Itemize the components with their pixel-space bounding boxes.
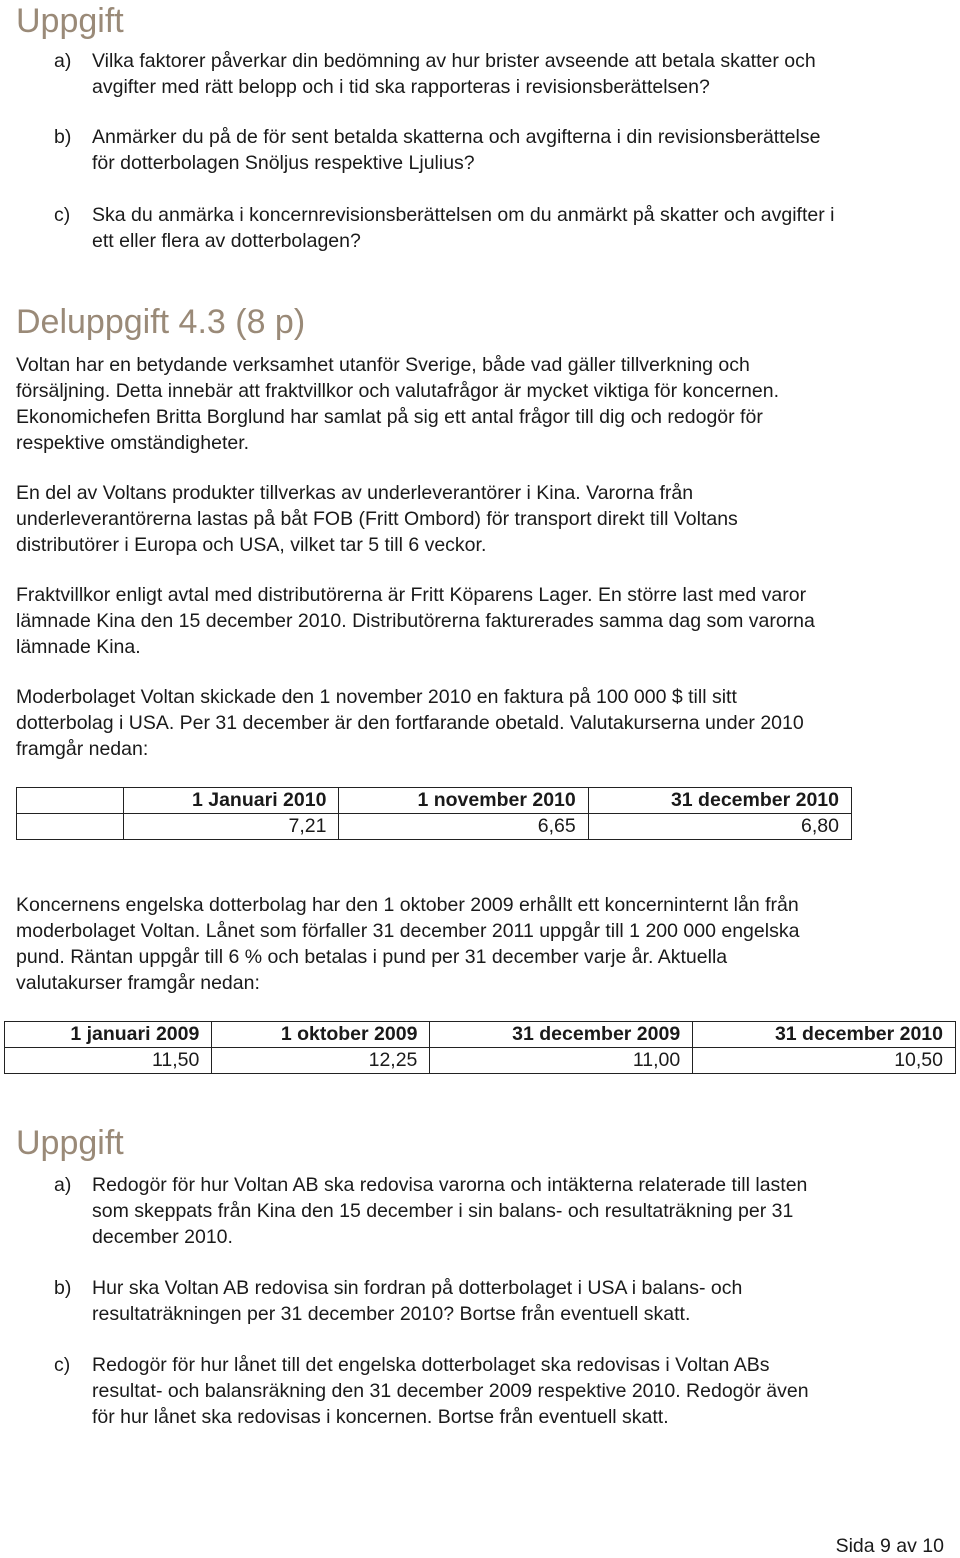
text-line: respektive omständigheter. [16,432,250,454]
text-line: Moderbolaget Voltan skickade den 1 november 2010 en faktura på 100 000 $ till sitt [16,686,737,708]
text-line: Vilka faktorer påverkar din bedömning av hur brister avseende att betala skatter och [92,50,816,72]
question-text [92,202,952,254]
paragraph-intro [16,352,946,456]
table-cell: 11,50 [5,1048,212,1074]
table-cell: 12,25 [212,1048,430,1074]
text-line: underleverantörerna lastas på båt FOB (Fritt Ombord) för transport direkt till Voltans [16,508,738,530]
text-line: Ska du anmärka i koncernrevisionsberättelsen om du anmärkt på skatter och avgifter i [92,204,835,226]
question-text [92,124,952,176]
text-line: Redogör för hur lånet till det engelska dotterbolaget ska redovisas i Voltan ABs [92,1354,770,1376]
text-line: lämnade Kina. [16,636,141,658]
text-line: distributörer i Europa och USA, vilket tar 5 till 6 veckor. [16,534,487,556]
exchange-rate-table-usd [16,787,852,840]
page-number: Sida 9 av 10 [835,1535,944,1557]
text-line: lämnade Kina den 15 december 2010. Distributörerna fakturerades samma dag som varorna [16,610,815,632]
table-header-cell: 1 oktober 2009 [212,1022,430,1048]
table-header-row [17,788,852,814]
exchange-rate-table-gbp [4,1021,956,1074]
table-cell: 6,65 [339,814,588,840]
table-row [17,814,852,840]
question-text [92,1275,952,1327]
paragraph-freight-terms [16,582,946,660]
text-line: dotterbolag i USA. Per 31 december är den fortfarande obetald. Valutakurserna under 2010 [16,712,804,734]
text-line: Anmärker du på de för sent betalda skatterna och avgifterna i din revisionsberättelse [92,126,821,148]
text-line: pund. Räntan uppgår till 6 % och betalas i pund per 31 december varje år. Aktuella [16,946,728,968]
question-label: b) [54,1277,72,1299]
question-label: b) [54,126,72,148]
text-line: En del av Voltans produkter tillverkas av underleverantörer i Kina. Varorna från [16,482,694,504]
question-text [92,1172,952,1250]
text-line: moderbolaget Voltan. Lånet som förfaller 31 december 2011 uppgår till 1 200 000 engelska [16,920,800,942]
text-line: Ekonomichefen Britta Borglund har samlat på sig ett antal frågor till dig och redogör för [16,406,763,428]
text-line: Fraktvillkor enligt avtal med distributörerna är Fritt Köparens Lager. En större last med varor [16,584,807,606]
text-line: som skeppats från Kina den 15 december i sin balans- och resultaträkning per 31 [92,1200,794,1222]
table-spacer-cell [17,814,124,840]
text-line: resultaträkningen per 31 december 2010? Bortse från eventuell skatt. [92,1303,691,1325]
table-header-cell: 1 Januari 2010 [124,788,339,814]
text-line: framgår nedan: [16,738,149,760]
section-heading: Uppgift [16,2,124,40]
table-header-cell: 31 december 2010 [588,788,851,814]
text-line: Redogör för hur Voltan AB ska redovisa varorna och intäkterna relaterade till lasten [92,1174,808,1196]
table-header-cell: 1 januari 2009 [5,1022,212,1048]
table-cell: 11,00 [430,1048,693,1074]
text-line: Hur ska Voltan AB redovisa sin fordran på dotterbolaget i USA i balans- och [92,1277,743,1299]
question-text [92,1352,952,1430]
question-text [92,48,952,100]
table-header-cell: 31 december 2010 [693,1022,956,1048]
table-spacer-cell [17,788,124,814]
paragraph-loan [16,892,946,996]
text-line: ett eller flera av dotterbolagen? [92,230,361,252]
question-label: a) [54,1174,72,1196]
text-line: försäljning. Detta innebär att fraktvillkor och valutafrågor är mycket viktiga för koncernen. [16,380,780,402]
paragraph-suppliers [16,480,946,558]
table-header-cell: 31 december 2009 [430,1022,693,1048]
paragraph-invoice [16,684,946,762]
text-line: för dotterbolagen Snöljus respektive Ljulius? [92,152,475,174]
question-label: a) [54,50,72,72]
text-line: december 2010. [92,1226,233,1248]
table-cell: 7,21 [124,814,339,840]
question-label: c) [54,1354,71,1376]
text-line: Koncernens engelska dotterbolag har den 1 oktober 2009 erhållt ett koncerninternt lån från [16,894,799,916]
question-label: c) [54,204,71,226]
text-line: för hur lånet ska redovisas i koncernen. Bortse från eventuell skatt. [92,1406,669,1428]
table-cell: 10,50 [693,1048,956,1074]
table-header-row [5,1022,956,1048]
text-line: avgifter med rätt belopp och i tid ska rapporteras i revisionsberättelsen? [92,76,710,98]
subtask-heading: Deluppgift 4.3 (8 p) [16,303,306,341]
table-header-cell: 1 november 2010 [339,788,588,814]
text-line: resultat- och balansräkning den 31 december 2009 respektive 2010. Redogör även [92,1380,809,1402]
table-cell: 6,80 [588,814,851,840]
text-line: Voltan har en betydande verksamhet utanför Sverige, både vad gäller tillverkning och [16,354,750,376]
section-heading: Uppgift [16,1124,124,1162]
text-line: valutakurser framgår nedan: [16,972,260,994]
table-row [5,1048,956,1074]
